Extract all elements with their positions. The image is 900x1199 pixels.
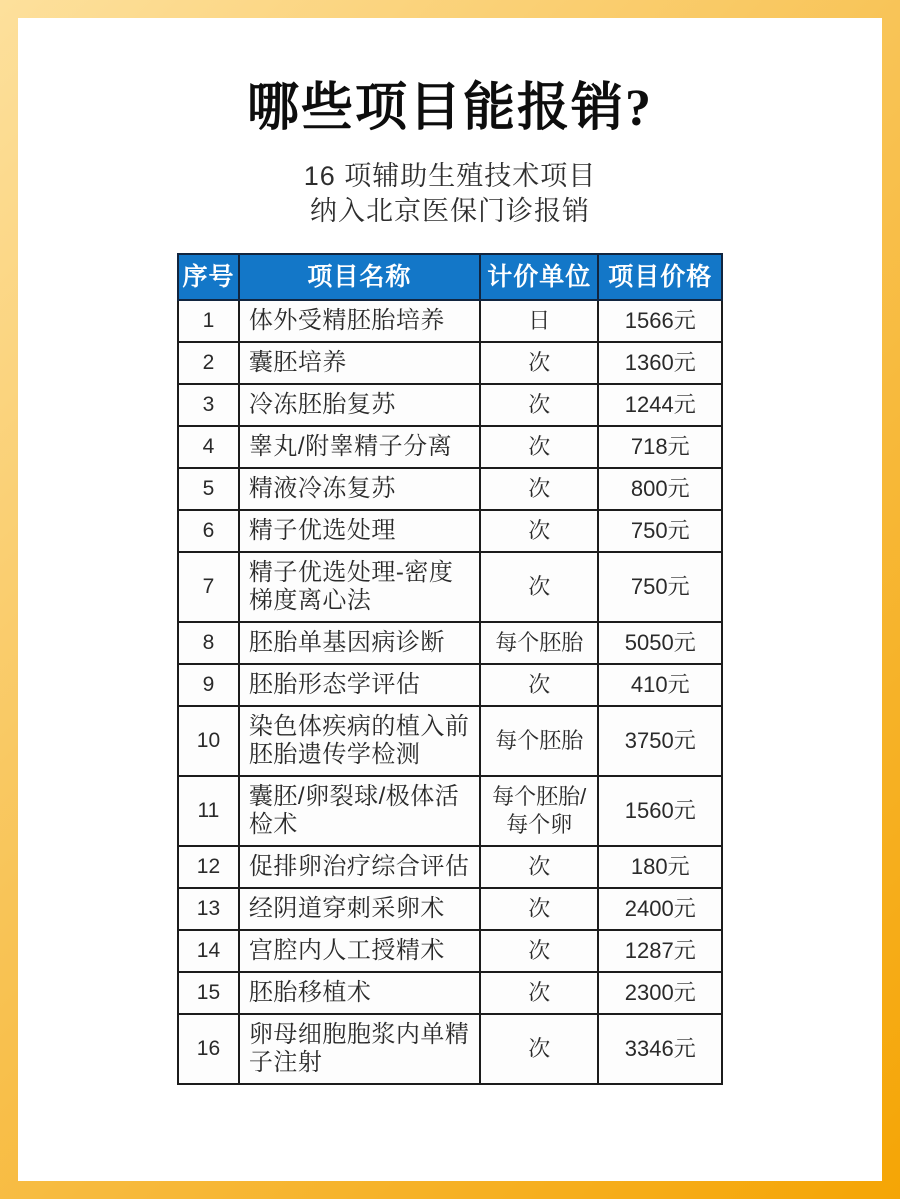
cell-unit: 次 (480, 1014, 599, 1084)
cell-unit: 每个胚胎 (480, 622, 599, 664)
cell-name: 囊胚/卵裂球/极体活检术 (239, 776, 480, 846)
cell-name: 冷冻胚胎复苏 (239, 384, 480, 426)
cell-unit: 次 (480, 552, 599, 622)
cell-unit: 次 (480, 510, 599, 552)
cell-no: 8 (178, 622, 239, 664)
table-row (178, 552, 722, 622)
cell-no: 15 (178, 972, 239, 1014)
cell-unit: 次 (480, 384, 599, 426)
table-header (178, 254, 722, 300)
cell-price: 2300元 (598, 972, 722, 1014)
header-name: 项目名称 (239, 254, 480, 300)
cell-no: 16 (178, 1014, 239, 1084)
cell-no: 13 (178, 888, 239, 930)
cell-price: 1287元 (598, 930, 722, 972)
cell-price: 180元 (598, 846, 722, 888)
table-row (178, 846, 722, 888)
cell-unit: 次 (480, 888, 599, 930)
cell-price: 1566元 (598, 300, 722, 342)
cell-name: 囊胚培养 (239, 342, 480, 384)
cell-no: 7 (178, 552, 239, 622)
cell-price: 750元 (598, 552, 722, 622)
cell-no: 3 (178, 384, 239, 426)
table-row (178, 342, 722, 384)
table-row (178, 972, 722, 1014)
cell-no: 9 (178, 664, 239, 706)
header-price: 项目价格 (598, 254, 722, 300)
cell-no: 11 (178, 776, 239, 846)
reimbursement-table (177, 253, 723, 1085)
table-row (178, 1014, 722, 1084)
cell-price: 1244元 (598, 384, 722, 426)
cell-no: 2 (178, 342, 239, 384)
cell-unit: 每个胚胎 (480, 706, 599, 776)
cell-price: 410元 (598, 664, 722, 706)
cell-no: 4 (178, 426, 239, 468)
page-title: 哪些项目能报销? (246, 80, 653, 137)
cell-name: 经阴道穿刺采卵术 (239, 888, 480, 930)
cell-unit: 日 (480, 300, 599, 342)
cell-price: 1560元 (598, 776, 722, 846)
cell-name: 精子优选处理-密度梯度离心法 (239, 552, 480, 622)
cell-name: 胚胎单基因病诊断 (239, 622, 480, 664)
cell-unit: 次 (480, 468, 599, 510)
table-body (178, 300, 722, 1084)
header-unit: 计价单位 (480, 254, 599, 300)
cell-unit: 次 (480, 664, 599, 706)
cell-unit: 次 (480, 342, 599, 384)
table-row (178, 510, 722, 552)
cell-unit: 次 (480, 972, 599, 1014)
cell-unit: 次 (480, 930, 599, 972)
cell-name: 睾丸/附睾精子分离 (239, 426, 480, 468)
cell-price: 750元 (598, 510, 722, 552)
subtitle (18, 159, 882, 229)
cell-name: 精液冷冻复苏 (239, 468, 480, 510)
cell-price: 1360元 (598, 342, 722, 384)
cell-name: 胚胎移植术 (239, 972, 480, 1014)
table-row (178, 888, 722, 930)
table-row (178, 468, 722, 510)
cell-name: 宫腔内人工授精术 (239, 930, 480, 972)
cell-name: 促排卵治疗综合评估 (239, 846, 480, 888)
subtitle-line-1: 16 项辅助生殖技术项目 (303, 161, 597, 192)
cell-no: 10 (178, 706, 239, 776)
table-row (178, 776, 722, 846)
cell-price: 5050元 (598, 622, 722, 664)
header-row (178, 254, 722, 300)
cell-no: 5 (178, 468, 239, 510)
cell-name: 精子优选处理 (239, 510, 480, 552)
cell-unit: 次 (480, 846, 599, 888)
cell-unit: 次 (480, 426, 599, 468)
cell-price: 2400元 (598, 888, 722, 930)
cell-name: 胚胎形态学评估 (239, 664, 480, 706)
table-row (178, 706, 722, 776)
subtitle-line-2: 纳入北京医保门诊报销 (310, 196, 590, 227)
cell-no: 1 (178, 300, 239, 342)
table-row (178, 426, 722, 468)
cell-no: 14 (178, 930, 239, 972)
cell-price: 800元 (598, 468, 722, 510)
table-row (178, 300, 722, 342)
table-row (178, 622, 722, 664)
cell-price: 3346元 (598, 1014, 722, 1084)
cell-name: 体外受精胚胎培养 (239, 300, 480, 342)
cell-price: 3750元 (598, 706, 722, 776)
cell-no: 6 (178, 510, 239, 552)
table-row (178, 384, 722, 426)
cell-no: 12 (178, 846, 239, 888)
cell-price: 718元 (598, 426, 722, 468)
cell-name: 卵母细胞胞浆内单精子注射 (239, 1014, 480, 1084)
cell-name: 染色体疾病的植入前胚胎遗传学检测 (239, 706, 480, 776)
table-row (178, 930, 722, 972)
table-row (178, 664, 722, 706)
header-no: 序号 (178, 254, 239, 300)
poster-content (18, 18, 882, 1181)
cell-unit: 每个胚胎/每个卵 (480, 776, 599, 846)
